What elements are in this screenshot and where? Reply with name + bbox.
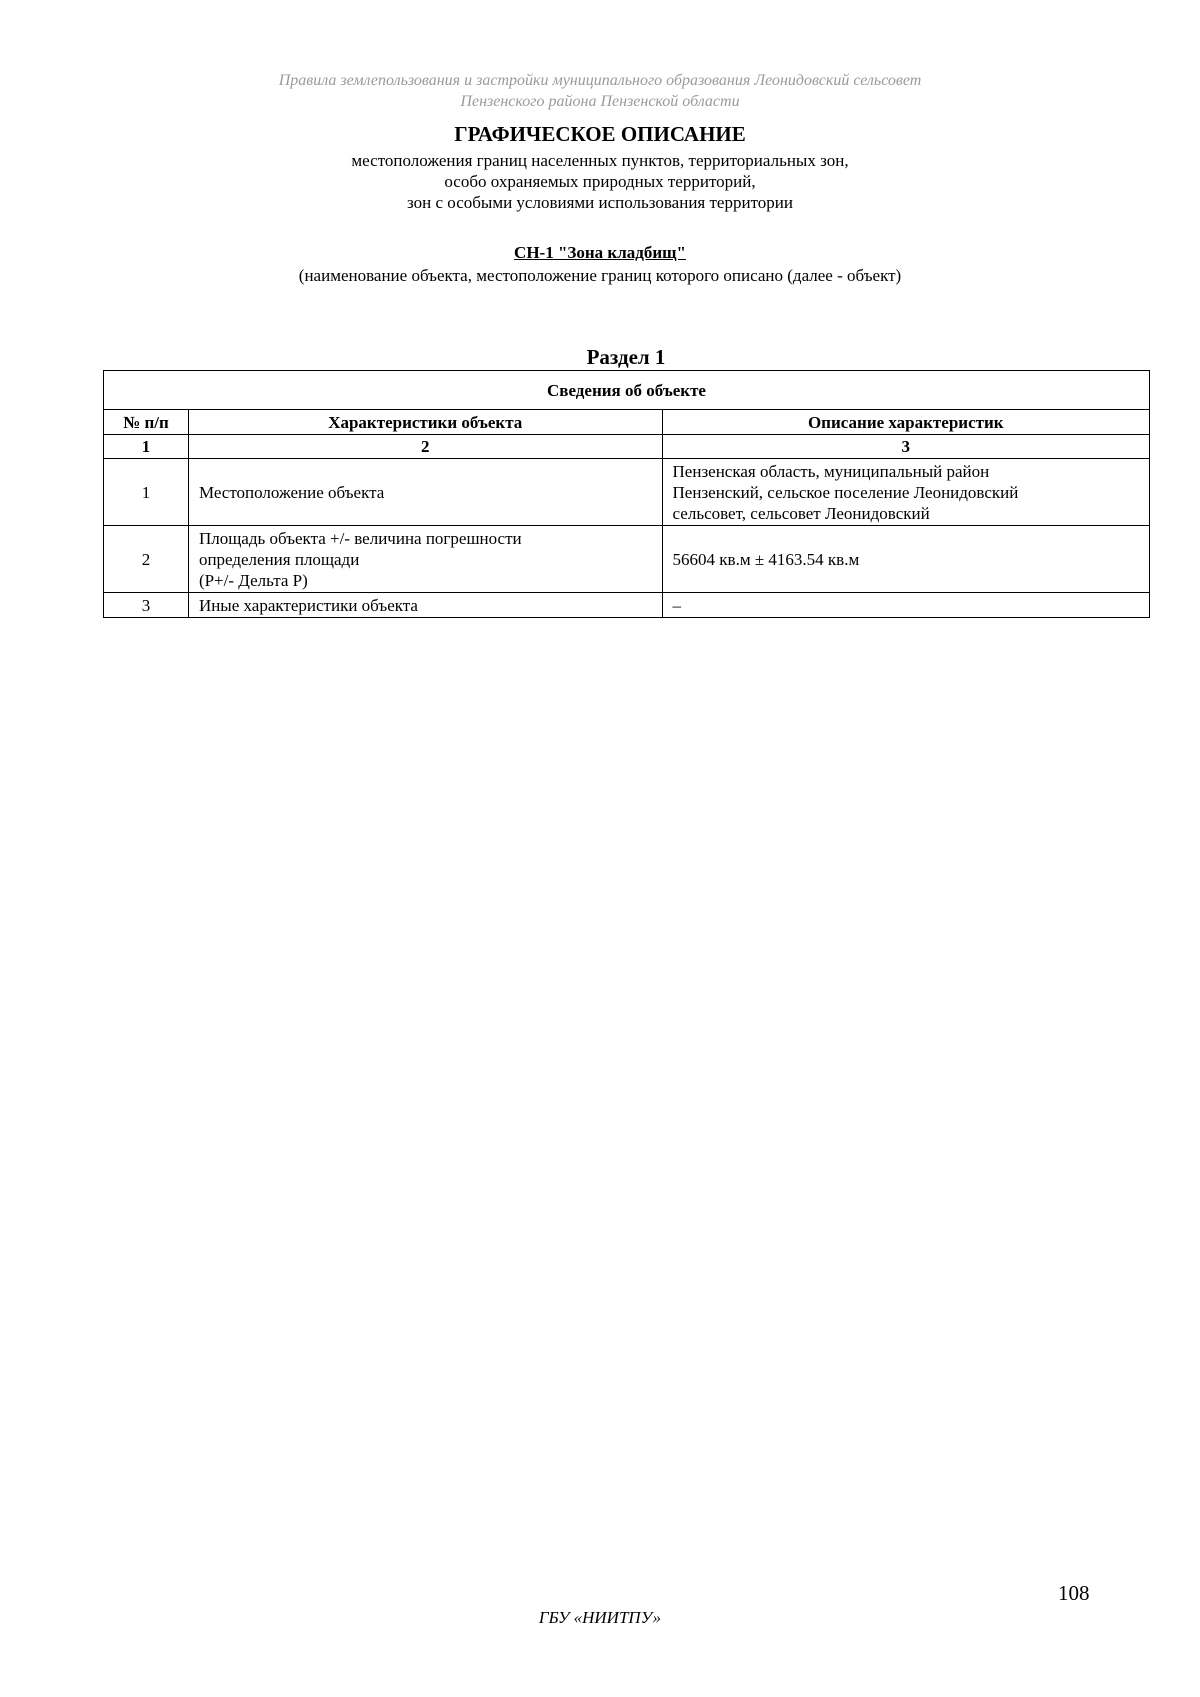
column-number-3: 3 — [662, 435, 1149, 459]
row-description: 56604 кв.м ± 4163.54 кв.м — [662, 526, 1149, 593]
column-number-1: 1 — [104, 435, 189, 459]
row-description: – — [662, 593, 1149, 618]
column-header-characteristic: Характеристики объекта — [188, 410, 662, 435]
row-number: 3 — [104, 593, 189, 618]
row-number: 2 — [104, 526, 189, 593]
object-name-text: СН-1 "Зона кладбищ" — [514, 243, 686, 262]
table-caption-row — [104, 371, 1150, 410]
document-subtitle: местоположения границ населенных пунктов, территориальных зон, особо охраняемых природных территорий, зон с особыми условиями использования территории — [351, 151, 849, 212]
object-info-table — [103, 370, 1150, 618]
table-row — [104, 526, 1150, 593]
table-row — [104, 593, 1150, 618]
table-header-row — [104, 410, 1150, 435]
table-caption: Сведения об объекте — [104, 371, 1150, 410]
column-number-row — [104, 435, 1150, 459]
footer-organization: ГБУ «НИИТПУ» — [538, 1608, 662, 1627]
row-description: Пензенская область, муниципальный район Пензенский, сельское поселение Леонидовский сельсовет, сельсовет Леонидовский — [662, 459, 1149, 526]
table-row — [104, 459, 1150, 526]
running-header-line-2: Пензенского района Пензенской области — [460, 93, 740, 110]
object-name — [0, 242, 1200, 264]
row-number: 1 — [104, 459, 189, 526]
running-header — [0, 70, 1200, 112]
running-header-line-1: Правила землепользования и застройки муниципального образования Леонидовский сельсовет — [278, 72, 922, 89]
row-characteristic: Иные характеристики объекта — [188, 593, 662, 618]
column-header-number: № п/п — [104, 410, 189, 435]
row-characteristic: Площадь объекта +/- величина погрешности определения площади (Р+/- Дельта Р) — [188, 526, 662, 593]
page-number: 108 — [1058, 1581, 1090, 1605]
column-header-description: Описание характеристик — [662, 410, 1149, 435]
document-title: ГРАФИЧЕСКОЕ ОПИСАНИЕ — [454, 122, 746, 146]
object-caption: (наименование объекта, местоположение границ которого описано (далее - объект) — [298, 266, 902, 285]
section-title: Раздел 1 — [586, 345, 666, 369]
column-number-2: 2 — [188, 435, 662, 459]
row-characteristic: Местоположение объекта — [188, 459, 662, 526]
